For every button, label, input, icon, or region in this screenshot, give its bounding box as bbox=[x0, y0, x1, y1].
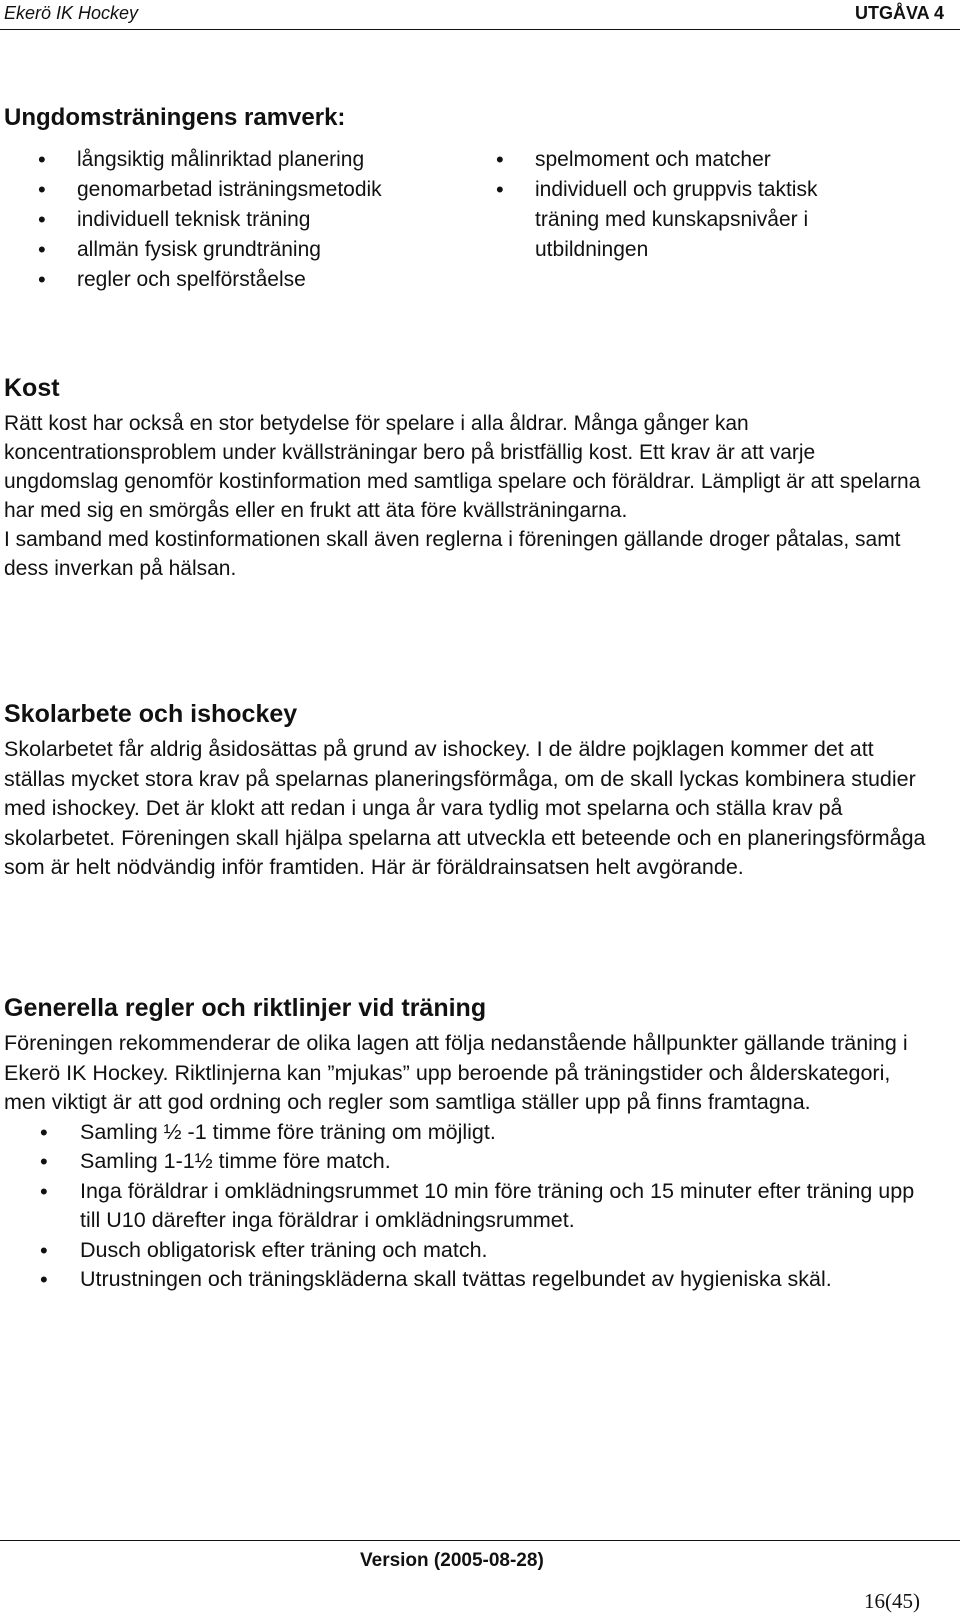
footer-version: Version (2005-08-28) bbox=[360, 1550, 544, 1571]
generella-bullet: • Samling 1-1½ timme före match. bbox=[4, 1147, 934, 1177]
ramverk-item: • regler och spelförståelse bbox=[0, 265, 470, 295]
kost-heading: Kost bbox=[4, 374, 60, 402]
generella-bullet: • Samling ½ -1 timme före träning om möjligt. bbox=[4, 1118, 934, 1148]
skola-section bbox=[4, 700, 934, 883]
page-footer bbox=[0, 1540, 960, 1622]
footer-rule bbox=[0, 1540, 960, 1541]
footer-page-number: 16(45) bbox=[864, 1589, 920, 1613]
ramverk-item: • individuell teknisk träning bbox=[0, 205, 470, 235]
generella-paragraph: Föreningen rekommenderar de olika lagen att följa nedanstående hållpunkter gällande träning i Ekerö IK Hockey. Riktlinjerna kan ”mjukas” upp beroende på träningstider och ålderskategori, men viktigt är att god ordning och regler som samtliga ställer upp på finns framtagna. bbox=[4, 1031, 908, 1114]
header-org-name: Ekerö IK Hockey bbox=[4, 3, 139, 23]
generella-heading: Generella regler och riktlinjer vid träning bbox=[4, 994, 487, 1022]
header-edition: UTGÅVA 4 bbox=[854, 3, 944, 23]
ramverk-item: • individuell och gruppvis taktisk träning med kunskapsnivåer i utbildningen bbox=[490, 175, 870, 265]
generella-bullet: • Utrustningen och träningskläderna skall tvättas regelbundet av hygieniska skäl. bbox=[4, 1265, 934, 1295]
skola-heading: Skolarbete och ishockey bbox=[4, 700, 298, 728]
skola-paragraph: Skolarbetet får aldrig åsidosättas på grund av ishockey. I de äldre pojklagen kommer det att ställas mycket stora krav på spelarnas planeringsförmåga, om de skall lyckas kombinera studier med ishockey. Det är klokt att redan i unga år vara tydlig mot spelarna och ställa krav på skolarbetet. Föreningen skall hjälpa spelarna att utveckla ett beteende och en planeringsförmåga som är helt nödvändig inför framtiden. Här är föräldrainsatsen helt avgörande. bbox=[4, 737, 926, 879]
ramverk-item: • allmän fysisk grundträning bbox=[0, 235, 470, 265]
generella-bullet-list bbox=[4, 1118, 934, 1295]
generella-section bbox=[4, 994, 934, 1295]
ramverk-item: • spelmoment och matcher bbox=[490, 145, 870, 175]
ramverk-left-column bbox=[0, 145, 470, 295]
kost-paragraph-2: I samband med kostinformationen skall även reglerna i föreningen gällande droger påtalas, samt dess inverkan på hälsan. bbox=[4, 528, 901, 580]
ramverk-right-column bbox=[490, 145, 870, 265]
ramverk-heading: Ungdomsträningens ramverk: bbox=[4, 104, 346, 131]
kost-paragraph: Rätt kost har också en stor betydelse för spelare i alla åldrar. Många gånger kan koncentrationsproblem under kvällsträningar bero på bristfällig kost. Ett krav är att varje ungdomslag genomför kostinformation med samtliga spelare och föräldrar. Lämpligt är att spelarna har med sig en smörgås eller en frukt att äta före kvällsträningarna. bbox=[4, 412, 921, 522]
generella-bullet: • Dusch obligatorisk efter träning och match. bbox=[4, 1236, 934, 1266]
page-header bbox=[0, 0, 960, 30]
kost-section bbox=[4, 374, 934, 583]
ramverk-item: • genomarbetad isträningsmetodik bbox=[0, 175, 470, 205]
ramverk-item: • långsiktig målinriktad planering bbox=[0, 145, 470, 175]
generella-bullet: • Inga föräldrar i omklädningsrummet 10 min före träning och 15 minuter efter träning upp till U10 därefter inga föräldrar i omklädningsrummet. bbox=[4, 1177, 934, 1236]
header-rule bbox=[0, 29, 960, 30]
